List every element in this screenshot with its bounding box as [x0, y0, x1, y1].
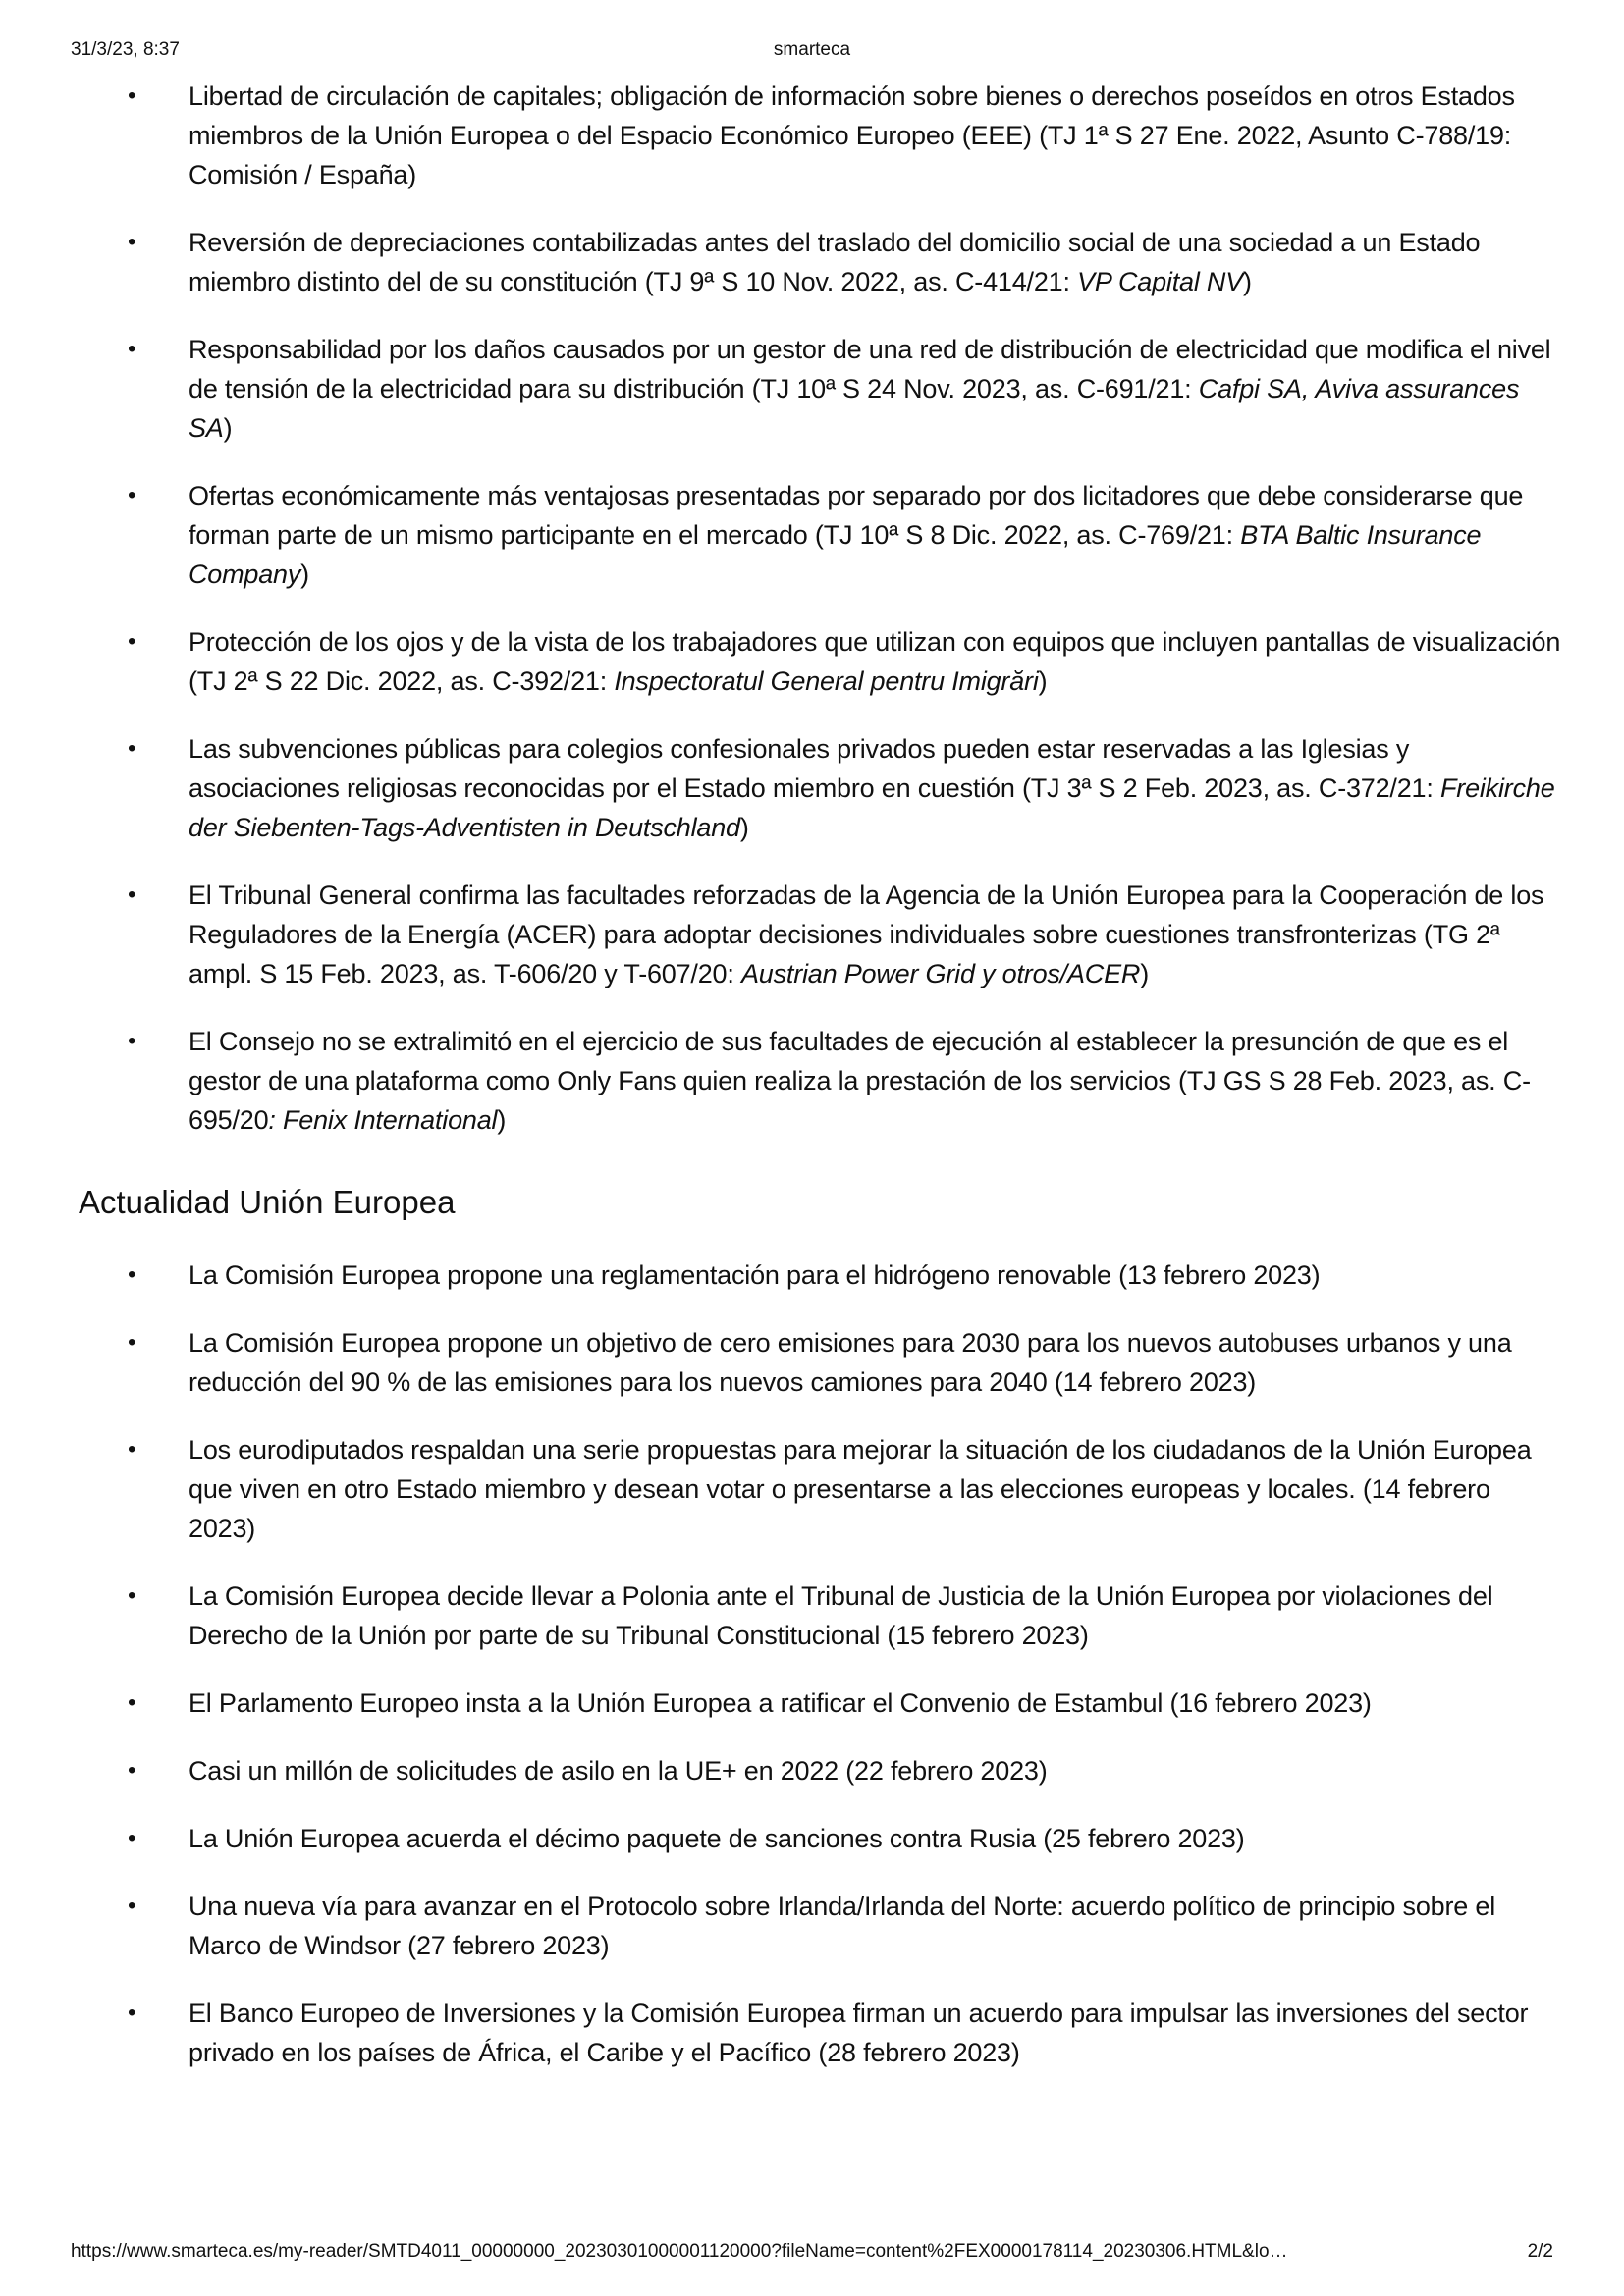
bullet-icon: • [128, 1582, 136, 1609]
case-name: VP Capital NV [1077, 267, 1244, 296]
item-text: La Comisión Europea propone una reglamentación para el hidrógeno renovable (13 febrero 2023) [189, 1260, 1321, 1290]
item-text-tail: ) [1038, 667, 1048, 696]
item-text: Casi un millón de solicitudes de asilo en la UE+ en 2022 (22 febrero 2023) [189, 1756, 1048, 1786]
item-text: Las subvenciones públicas para colegios confesionales privados pueden estar reservadas a las Iglesias y asociaciones religiosas reconocidas por el Estado miembro en cuestión (TJ 3ª S 2 Feb. 2023, as. C-372/21: [189, 734, 1440, 803]
jurisprudence-item [79, 876, 1561, 993]
item-text: Ofertas económicamente más ventajosas presentadas por separado por dos licitadores que debe considerarse que forman parte de un mismo participante en el mercado (TJ 10ª S 8 Dic. 2022, as. C-769/21: [189, 481, 1524, 550]
bullet-icon: • [128, 1436, 136, 1463]
bullet-icon: • [128, 1757, 136, 1784]
item-text-tail: ) [300, 560, 309, 589]
news-list [79, 1255, 1561, 2072]
item-text-tail: ) [1243, 267, 1252, 296]
case-name: Freikirche der Siebenten-Tags-Adventisten in Deutschland [189, 774, 1555, 842]
print-url: https://www.smarteca.es/my-reader/SMTD4011_00000000_20230301000001120000?fileName=content%2FEX0000178114_20230306.HTML&lo… [71, 2241, 1288, 2262]
news-item [79, 1887, 1561, 1965]
document-content [79, 77, 1561, 2101]
item-text: La Unión Europea acuerda el décimo paquete de sanciones contra Rusia (25 febrero 2023) [189, 1824, 1245, 1853]
bullet-icon: • [128, 229, 136, 255]
bullet-icon: • [128, 1261, 136, 1288]
jurisprudence-list [79, 77, 1561, 1140]
news-item [79, 1683, 1561, 1723]
jurisprudence-item [79, 223, 1561, 301]
item-text: El Tribunal General confirma las facultades reforzadas de la Agencia de la Unión Europea para la Cooperación de los Reguladores de la Energía (ACER) para adoptar decisiones individuales sobre cuestiones transfronterizas (TG 2ª ampl. S 15 Feb. 2023, as. T-606/20 y T-607/20: [189, 881, 1544, 988]
case-name: BTA Baltic Insurance Company [189, 520, 1482, 589]
jurisprudence-item [79, 622, 1561, 701]
item-text: La Comisión Europea propone un objetivo de cero emisiones para 2030 para los nuevos autobuses urbanos y una reducción del 90 % de las emisiones para los nuevos camiones para 2040 (14 febrero 2023) [189, 1328, 1512, 1397]
jurisprudence-item [79, 330, 1561, 448]
print-footer [71, 2241, 1553, 2267]
news-item [79, 1430, 1561, 1548]
bullet-icon: • [128, 82, 136, 109]
item-text-tail: ) [223, 413, 233, 443]
case-name: Austrian Power Grid y otros/ACER [740, 959, 1141, 988]
print-header [71, 39, 1553, 65]
item-text-tail: ) [497, 1105, 507, 1135]
bullet-icon: • [128, 881, 136, 908]
item-text: El Parlamento Europeo insta a la Unión Europea a ratificar el Convenio de Estambul (16 febrero 2023) [189, 1688, 1372, 1718]
jurisprudence-item [79, 729, 1561, 847]
bullet-icon: • [128, 1689, 136, 1716]
bullet-icon: • [128, 1893, 136, 1919]
item-text: Responsabilidad por los daños causados por un gestor de una red de distribución de electricidad que modifica el nivel de tensión de la electricidad para su distribución (TJ 10ª S 24 Nov. 2023, as. C-691/21: [189, 335, 1551, 403]
item-text: Los eurodiputados respaldan una serie propuestas para mejorar la situación de los ciudadanos de la Unión Europea que viven en otro Estado miembro y desean votar o presentarse a las elecciones europeas y locales. (14 febrero 2023) [189, 1435, 1532, 1543]
item-text: Protección de los ojos y de la vista de los trabajadores que utilizan con equipos que incluyen pantallas de visualización (TJ 2ª S 22 Dic. 2022, as. C-392/21: [189, 627, 1561, 696]
bullet-icon: • [128, 735, 136, 762]
print-site-name: smarteca [773, 39, 851, 60]
jurisprudence-item [79, 476, 1561, 594]
section-title: Actualidad Unión Europea [79, 1184, 456, 1220]
news-item [79, 1751, 1561, 1790]
item-text: Reversión de depreciaciones contabilizadas antes del traslado del domicilio social de una sociedad a un Estado miembro distinto del de su constitución (TJ 9ª S 10 Nov. 2022, as. C-414/21: [189, 228, 1481, 296]
news-item [79, 1323, 1561, 1402]
news-item [79, 1994, 1561, 2072]
item-text: El Consejo no se extralimitó en el ejercicio de sus facultades de ejecución al establecer la presunción de que es el gestor de una plataforma como Only Fans quien realiza la prestación de los servicios (TJ GS S 28 Feb. 2023, as. C-695/20 [189, 1027, 1531, 1135]
news-item [79, 1255, 1561, 1295]
bullet-icon: • [128, 336, 136, 362]
item-text-tail: ) [739, 813, 749, 842]
print-date: 31/3/23, 8:37 [71, 39, 180, 60]
bullet-icon: • [128, 1329, 136, 1356]
page-number: 2/2 [1527, 2241, 1553, 2262]
item-text-tail: ) [1140, 959, 1149, 988]
item-text: El Banco Europeo de Inversiones y la Comisión Europea firman un acuerdo para impulsar las inversiones del sector privado en los países de África, el Caribe y el Pacífico (28 febrero 2023) [189, 1999, 1529, 2067]
item-text: Libertad de circulación de capitales; obligación de información sobre bienes o derechos poseídos en otros Estados miembros de la Unión Europea o del Espacio Económico Europeo (EEE) (TJ 1ª S 27 Ene. 2022, Asunto C-788/19: Comisión / España) [189, 81, 1515, 189]
bullet-icon: • [128, 2000, 136, 2026]
jurisprudence-item [79, 77, 1561, 194]
case-name: Inspectoratul General pentru Imigrări [614, 667, 1039, 696]
case-name: Cafpi SA, Aviva assurances SA [189, 374, 1520, 443]
news-item [79, 1819, 1561, 1858]
bullet-icon: • [128, 1028, 136, 1054]
bullet-icon: • [128, 482, 136, 508]
case-name: : Fenix International [268, 1105, 498, 1135]
bullet-icon: • [128, 1825, 136, 1851]
item-text: Una nueva vía para avanzar en el Protocolo sobre Irlanda/Irlanda del Norte: acuerdo político de principio sobre el Marco de Windsor (27 febrero 2023) [189, 1892, 1496, 1960]
bullet-icon: • [128, 628, 136, 655]
item-text: La Comisión Europea decide llevar a Polonia ante el Tribunal de Justicia de la Unión Europea por violaciones del Derecho de la Unión por parte de su Tribunal Constitucional (15 febrero 2023) [189, 1581, 1493, 1650]
jurisprudence-item [79, 1022, 1561, 1140]
news-item [79, 1576, 1561, 1655]
